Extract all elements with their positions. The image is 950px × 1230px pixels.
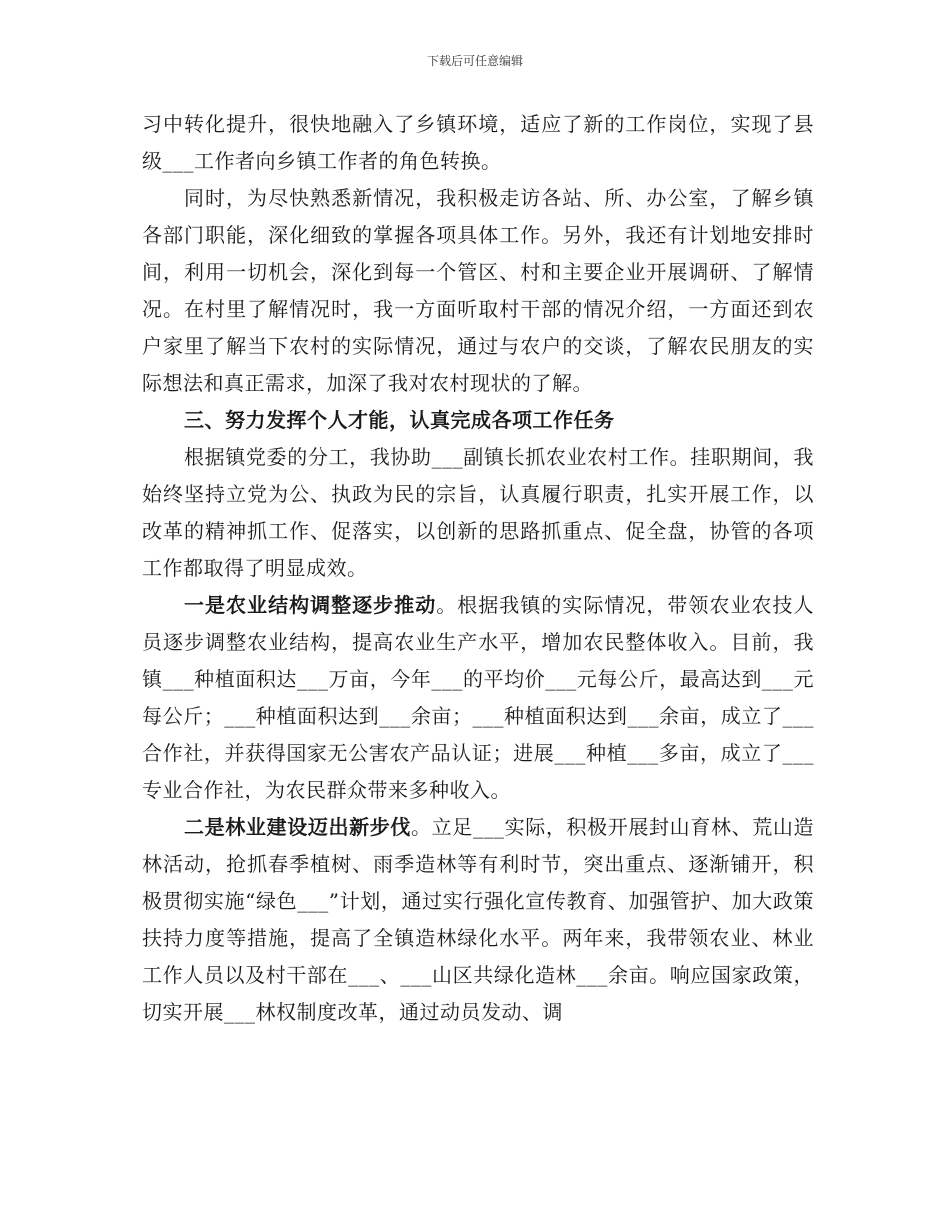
section-heading-3-text: 三、努力发挥个人才能，认真完成各项工作任务 xyxy=(184,408,615,432)
document-body xyxy=(142,106,814,1031)
paragraph-5-text: 。立足___实际，积极开展封山育林、荒山造林活动，抢抓春季植树、雨季造林等有利时节，突出重点、逐渐铺开，积极贯彻实施“绿色___”计划，通过实行强化宣传教育、加强管护、加大政策扶持力度等措施，提高了全镇造林绿化水平。两年来，我带领农业、林业工作人员以及村干部在___、___山区共绿化造林___余亩。响应国家政策，切实开展___林权制度改革，通过动员发动、调 xyxy=(142,815,815,1024)
paragraph-5-lead: 二是林业建设迈出新步伐 xyxy=(184,815,412,839)
paragraph-4-text: 。根据我镇的实际情况，带领农业农技人员逐步调整农业结构，提高农业生产水平，增加农民整体收入。目前，我镇___种植面积达___万亩，今年___的平均价___元每公斤，最高达到___元每公斤；___种植面积达到___余亩；___种植面积达到___余亩，成立了___合作社，并获得国家无公害农产品认证；进展___种植___多亩，成立了___专业合作社，为农民群众带来多种收入。 xyxy=(142,593,815,802)
paragraph-4-lead: 一是农业结构调整逐步推动 xyxy=(184,593,437,617)
paragraph-1-text: 习中转化提升，很快地融入了乡镇环境，适应了新的工作岗位，实现了县级___工作者向乡镇工作者的角色转换。 xyxy=(142,112,814,173)
section-heading-3 xyxy=(142,402,814,439)
page-header: 下载后可任意编辑 xyxy=(426,54,523,68)
paragraph-3 xyxy=(142,439,814,587)
paragraph-2 xyxy=(142,180,814,402)
paragraph-1 xyxy=(142,106,814,180)
paragraph-5 xyxy=(142,809,814,1031)
paragraph-4 xyxy=(142,587,814,809)
paragraph-3-text: 根据镇党委的分工，我协助___副镇长抓农业农村工作。挂职期间，我始终坚持立党为公、执政为民的宗旨，认真履行职责，扎实开展工作，以改革的精神抓工作、促落实，以创新的思路抓重点、促全盘，协管的各项工作都取得了明显成效。 xyxy=(142,445,814,580)
paragraph-2-text: 同时，为尽快熟悉新情况，我积极走访各站、所、办公室，了解乡镇各部门职能，深化细致的掌握各项具体工作。另外，我还有计划地安排时间，利用一切机会，深化到每一个管区、村和主要企业开展调研、了解情况。在村里了解情况时，我一方面听取村干部的情况介绍，一方面还到农户家里了解当下农村的实际情况，通过与农户的交谈，了解农民朋友的实际想法和真正需求，加深了我对农村现状的了解。 xyxy=(142,186,814,395)
